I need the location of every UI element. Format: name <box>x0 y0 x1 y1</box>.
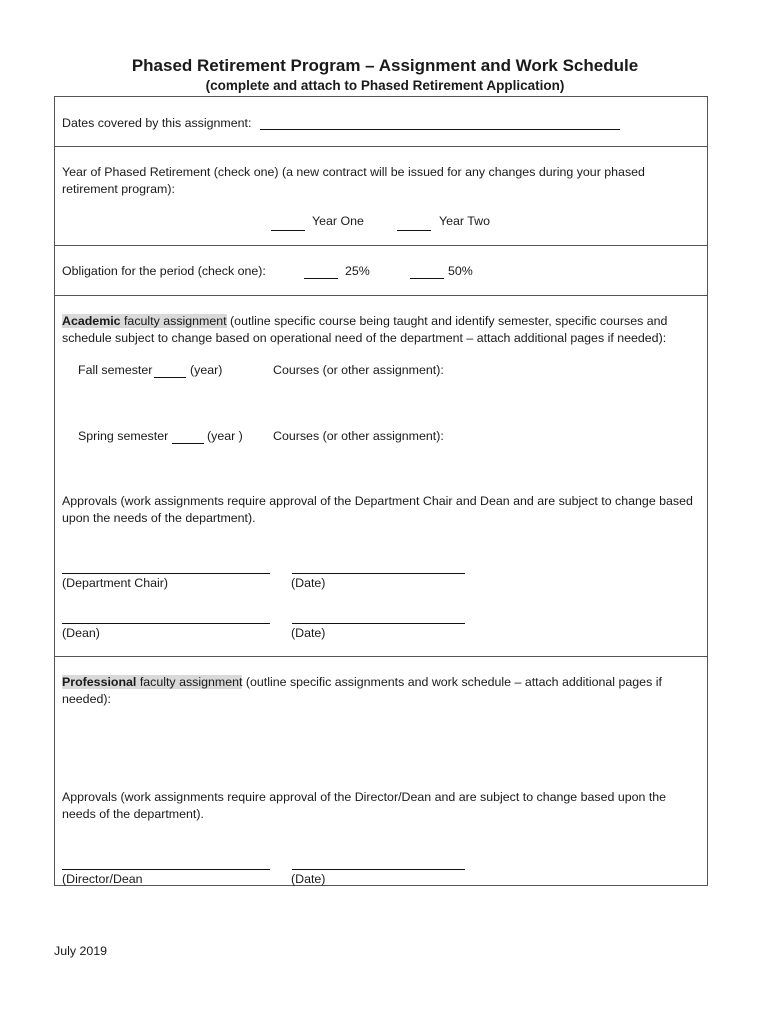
year-two-checkbox[interactable] <box>397 230 431 231</box>
divider <box>55 295 707 296</box>
academic-approvals-text: Approvals (work assignments require approval of the Department Chair and Dean and are subject to change based upon the needs of the department). <box>62 494 693 525</box>
page-subtitle: (complete and attach to Phased Retirement Application) <box>205 78 565 93</box>
spring-semester-label: Spring semester <box>78 429 169 443</box>
fall-year-label: (year) <box>190 363 223 377</box>
year-one-label: Year One <box>312 214 364 228</box>
department-chair-label: (Department Chair) <box>62 576 169 590</box>
department-chair-date-label: (Date) <box>291 576 326 590</box>
divider <box>55 656 707 657</box>
professional-heading: Professional faculty assignment <box>62 675 243 689</box>
dates-covered-field[interactable] <box>260 129 620 130</box>
dean-label: (Dean) <box>62 626 100 640</box>
director-date-label: (Date) <box>291 872 326 886</box>
dates-covered-label: Dates covered by this assignment: <box>62 116 252 130</box>
academic-assignment-text: Academic faculty assignment (outline specific course being taught and identify semester, specific courses and schedule subject to change based on operational need of the department – attach additional pages if needed): <box>62 314 668 345</box>
spring-courses-label: Courses (or other assignment): <box>273 429 444 443</box>
obligation-label: Obligation for the period (check one): <box>62 264 266 278</box>
form-box <box>54 96 708 886</box>
professional-approvals-text: Approvals (work assignments require approval of the Director/Dean and are subject to change based upon the needs of the department). <box>62 790 667 821</box>
divider <box>55 245 707 246</box>
director-signature-line[interactable] <box>62 869 270 870</box>
obligation-25-checkbox[interactable] <box>304 278 338 279</box>
fall-year-field[interactable] <box>154 377 186 378</box>
spring-year-field[interactable] <box>172 443 204 444</box>
director-dean-label: (Director/Dean <box>62 872 143 886</box>
director-date-line[interactable] <box>292 869 465 870</box>
obligation-25-label: 25% <box>345 264 370 278</box>
year-one-checkbox[interactable] <box>271 230 305 231</box>
fall-semester-label: Fall semester <box>78 363 153 377</box>
footer-date: July 2019 <box>54 944 108 958</box>
academic-heading: Academic faculty assignment <box>62 314 227 328</box>
professional-assignment-text: Professional faculty assignment (outline specific assignments and work schedule – attach additional pages if needed): <box>62 675 662 706</box>
obligation-50-label: 50% <box>448 264 473 278</box>
spring-year-label: (year ) <box>207 429 243 443</box>
dean-signature-line[interactable] <box>62 623 270 624</box>
fall-courses-label: Courses (or other assignment): <box>273 363 444 377</box>
department-chair-date-line[interactable] <box>292 573 465 574</box>
year-two-label: Year Two <box>439 214 490 228</box>
page-title: Phased Retirement Program – Assignment and Work Schedule <box>131 56 639 75</box>
dean-date-label: (Date) <box>291 626 326 640</box>
year-prompt: Year of Phased Retirement (check one) (a new contract will be issued for any changes during your phased retirement program): <box>62 165 645 196</box>
obligation-50-checkbox[interactable] <box>410 278 444 279</box>
dean-date-line[interactable] <box>292 623 465 624</box>
divider <box>55 146 707 147</box>
department-chair-signature-line[interactable] <box>62 573 270 574</box>
